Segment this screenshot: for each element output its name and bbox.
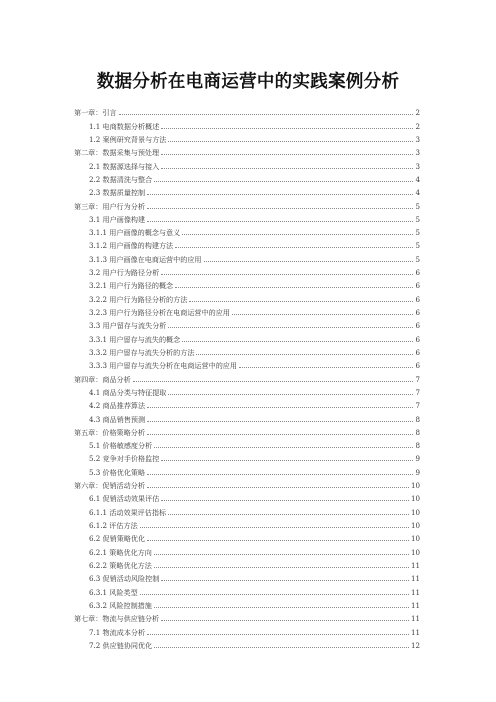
toc-page-number: 11 [410, 587, 420, 597]
toc-entry-label: 4.1 商品分类与特征提取 [89, 387, 167, 397]
toc-page-number: 4 [415, 174, 420, 184]
toc-dot-leader [168, 394, 413, 395]
toc-entry[interactable] [74, 384, 420, 397]
toc-dot-leader [204, 261, 414, 262]
toc-entry[interactable] [74, 290, 420, 303]
toc-entry-label: 1.1 电商数据分析概述 [89, 121, 160, 131]
toc-dot-leader [147, 487, 409, 488]
toc-dot-leader [119, 114, 414, 115]
toc-entry[interactable] [74, 344, 420, 357]
toc-entry-label: 第七章：物流与供应链分析 [74, 614, 160, 624]
toc-entry[interactable] [74, 437, 420, 450]
toc-dot-leader [147, 474, 413, 475]
toc-entry[interactable] [74, 543, 420, 556]
toc-entry-label: 6.1.1 活动效果评估指标 [89, 507, 167, 517]
toc-page-number: 6 [415, 321, 420, 331]
toc-page-number: 5 [415, 201, 420, 211]
toc-entry-label: 6.2 促销策略优化 [89, 534, 146, 544]
toc-entry[interactable] [74, 211, 420, 224]
toc-entry[interactable] [74, 304, 420, 317]
toc-dot-leader [232, 314, 414, 315]
toc-entry[interactable] [74, 450, 420, 463]
toc-page-number: 10 [410, 547, 420, 557]
toc-page-number: 6 [415, 281, 420, 291]
toc-entry-label: 3.1.3 用户画像在电商运营中的应用 [89, 254, 202, 264]
toc-page-number: 7 [415, 374, 420, 384]
toc-dot-leader [147, 194, 413, 195]
toc-page-number: 10 [410, 534, 420, 544]
toc-entry-label: 5.1 价格敏感度分析 [89, 441, 153, 451]
toc-dot-leader [175, 247, 413, 248]
toc-dot-leader [140, 594, 409, 595]
toc-dot-leader [182, 341, 413, 342]
toc-dot-leader [161, 154, 413, 155]
toc-entry-label: 3.3.1 用户留存与流失的概念 [89, 334, 181, 344]
toc-page-number: 8 [415, 441, 420, 451]
toc-page-number: 9 [415, 454, 420, 464]
toc-entry[interactable] [74, 357, 420, 370]
toc-page-number: 3 [415, 148, 420, 158]
toc-entry[interactable] [74, 637, 420, 650]
toc-entry[interactable] [74, 610, 420, 623]
toc-dot-leader [161, 580, 409, 581]
toc-dot-leader [161, 274, 413, 275]
toc-entry-label: 4.3 商品销售预测 [89, 414, 146, 424]
toc-entry-label: 第二章：数据采集与预处理 [74, 148, 160, 158]
toc-entry[interactable] [74, 490, 420, 503]
toc-page-number: 11 [410, 600, 420, 610]
toc-page-number: 6 [415, 361, 420, 371]
toc-entry[interactable] [74, 157, 420, 170]
toc-entry[interactable] [74, 370, 420, 383]
toc-entry[interactable] [74, 117, 420, 130]
toc-entry[interactable] [74, 477, 420, 490]
toc-page-number: 11 [410, 560, 420, 570]
toc-page-number: 2 [415, 121, 420, 131]
toc-entry[interactable] [74, 623, 420, 636]
toc-entry[interactable] [74, 250, 420, 263]
toc-entry-label: 2.2 数据清洗与整合 [89, 174, 153, 184]
toc-page-number: 5 [415, 241, 420, 251]
toc-page-number: 11 [410, 627, 420, 637]
toc-entry-label: 第三章：用户行为分析 [74, 201, 145, 211]
toc-entry[interactable] [74, 463, 420, 476]
toc-entry[interactable] [74, 557, 420, 570]
toc-entry-label: 4.2 商品推荐算法 [89, 401, 146, 411]
toc-entry-label: 6.2.1 策略优化方向 [89, 547, 152, 557]
toc-dot-leader [161, 128, 413, 129]
toc-entry[interactable] [74, 517, 420, 530]
toc-page-number: 5 [415, 214, 420, 224]
toc-entry-label: 6.3 促销活动风险控制 [89, 574, 160, 584]
toc-dot-leader [182, 234, 413, 235]
toc-entry-label: 3.3.2 用户留存与流失分析的方法 [89, 347, 195, 357]
toc-entry-label: 5.2 竞争对手价格监控 [89, 454, 160, 464]
toc-page-number: 3 [415, 134, 420, 144]
toc-page-number: 6 [415, 334, 420, 344]
toc-entry-label: 3.3 用户留存与流失分析 [89, 321, 167, 331]
toc-dot-leader [154, 567, 409, 568]
toc-page-number: 11 [410, 614, 420, 624]
toc-entry[interactable] [74, 424, 420, 437]
toc-page-number: 2 [415, 108, 420, 118]
toc-entry-label: 第六章：促销活动分析 [74, 481, 145, 491]
toc-dot-leader [168, 327, 413, 328]
toc-page-number: 8 [415, 427, 420, 437]
toc-page-number: 5 [415, 254, 420, 264]
toc-page-number: 6 [415, 294, 420, 304]
table-of-contents [74, 104, 420, 650]
toc-entry-label: 第五章：价格策略分析 [74, 427, 145, 437]
toc-entry-label: 3.3.3 用户留存与流失分析在电商运营中的应用 [89, 361, 237, 371]
toc-page-number: 7 [415, 401, 420, 411]
toc-dot-leader [154, 554, 409, 555]
toc-dot-leader [147, 407, 413, 408]
toc-dot-leader [147, 540, 409, 541]
toc-dot-leader [196, 354, 413, 355]
toc-dot-leader [239, 367, 413, 368]
toc-entry-label: 6.3.1 风险类型 [89, 587, 138, 597]
toc-dot-leader [147, 634, 409, 635]
toc-dot-leader [175, 287, 413, 288]
toc-page-number: 11 [410, 574, 420, 584]
toc-entry-label: 3.1 用户画像构建 [89, 214, 146, 224]
toc-entry[interactable] [74, 144, 420, 157]
toc-page-number: 10 [410, 494, 420, 504]
toc-entry-label: 2.1 数据源选择与接入 [89, 161, 160, 171]
toc-entry[interactable] [74, 277, 420, 290]
toc-entry-label: 3.2.2 用户行为路径分析的方法 [89, 294, 188, 304]
toc-entry[interactable] [74, 237, 420, 250]
toc-page-number: 10 [410, 507, 420, 517]
toc-page-number: 6 [415, 268, 420, 278]
toc-dot-leader [168, 514, 409, 515]
toc-entry[interactable] [74, 570, 420, 583]
toc-entry[interactable] [74, 131, 420, 144]
toc-entry-label: 3.2.3 用户行为路径分析在电商运营中的应用 [89, 308, 230, 317]
toc-entry-label: 6.1 促销活动效果评估 [89, 494, 160, 504]
toc-entry-label: 第一章：引言 [74, 108, 117, 118]
toc-dot-leader [154, 181, 413, 182]
toc-dot-leader [133, 381, 414, 382]
toc-entry-label: 7.1 物流成本分析 [89, 627, 146, 637]
toc-page-number: 10 [410, 481, 420, 491]
toc-page-number: 6 [415, 308, 420, 317]
toc-entry[interactable] [74, 264, 420, 277]
toc-page-number: 7 [415, 387, 420, 397]
toc-page-number: 9 [415, 467, 420, 477]
toc-dot-leader [189, 301, 413, 302]
toc-dot-leader [161, 460, 413, 461]
toc-entry[interactable] [74, 171, 420, 184]
toc-entry[interactable] [74, 104, 420, 117]
toc-entry-label: 3.1.1 用户画像的概念与意义 [89, 228, 181, 238]
toc-entry-label: 5.3 价格优化策略 [89, 467, 146, 477]
toc-entry-label: 6.2.2 策略优化方法 [89, 560, 152, 570]
toc-dot-leader [161, 620, 409, 621]
toc-page-number: 4 [415, 188, 420, 198]
toc-entry-label: 3.2.1 用户行为路径的概念 [89, 281, 174, 291]
toc-entry-label: 3.2 用户行为路径分析 [89, 268, 160, 278]
toc-entry[interactable] [74, 503, 420, 516]
toc-dot-leader [154, 647, 409, 648]
toc-entry-label: 3.1.2 用户画像的构建方法 [89, 241, 174, 251]
toc-dot-leader [154, 447, 413, 448]
toc-page-number: 6 [415, 347, 420, 357]
toc-page-number: 5 [415, 228, 420, 238]
toc-page-number: 3 [415, 161, 420, 171]
toc-dot-leader [147, 208, 414, 209]
toc-page-number: 10 [410, 521, 420, 530]
document-title: 数据分析在电商运营中的实践案例分析 [96, 72, 400, 92]
toc-entry[interactable] [74, 184, 420, 197]
toc-entry[interactable] [74, 530, 420, 543]
toc-dot-leader [161, 168, 413, 169]
toc-entry[interactable] [74, 397, 420, 410]
toc-entry[interactable] [74, 597, 420, 610]
toc-entry-label: 2.3 数据质量控制 [89, 188, 146, 198]
toc-entry[interactable] [74, 410, 420, 423]
toc-page-number: 8 [415, 414, 420, 424]
toc-dot-leader [140, 527, 409, 528]
toc-entry-label: 6.3.2 风险控制措施 [89, 600, 152, 610]
toc-dot-leader [168, 141, 413, 142]
toc-entry-label: 6.1.2 评估方法 [89, 521, 138, 530]
toc-entry-label: 1.2 案例研究背景与方法 [89, 134, 167, 144]
toc-entry-label: 第四章：商品分析 [74, 374, 131, 384]
toc-entry[interactable] [74, 197, 420, 210]
toc-dot-leader [147, 221, 413, 222]
toc-entry[interactable] [74, 224, 420, 237]
toc-entry[interactable] [74, 330, 420, 343]
toc-entry-label: 7.2 供应链协同优化 [89, 640, 153, 650]
toc-page-number: 12 [410, 640, 420, 650]
toc-entry[interactable] [74, 583, 420, 596]
toc-dot-leader [147, 421, 413, 422]
toc-dot-leader [147, 434, 414, 435]
toc-entry[interactable] [74, 317, 420, 330]
toc-dot-leader [161, 500, 409, 501]
toc-dot-leader [154, 607, 409, 608]
